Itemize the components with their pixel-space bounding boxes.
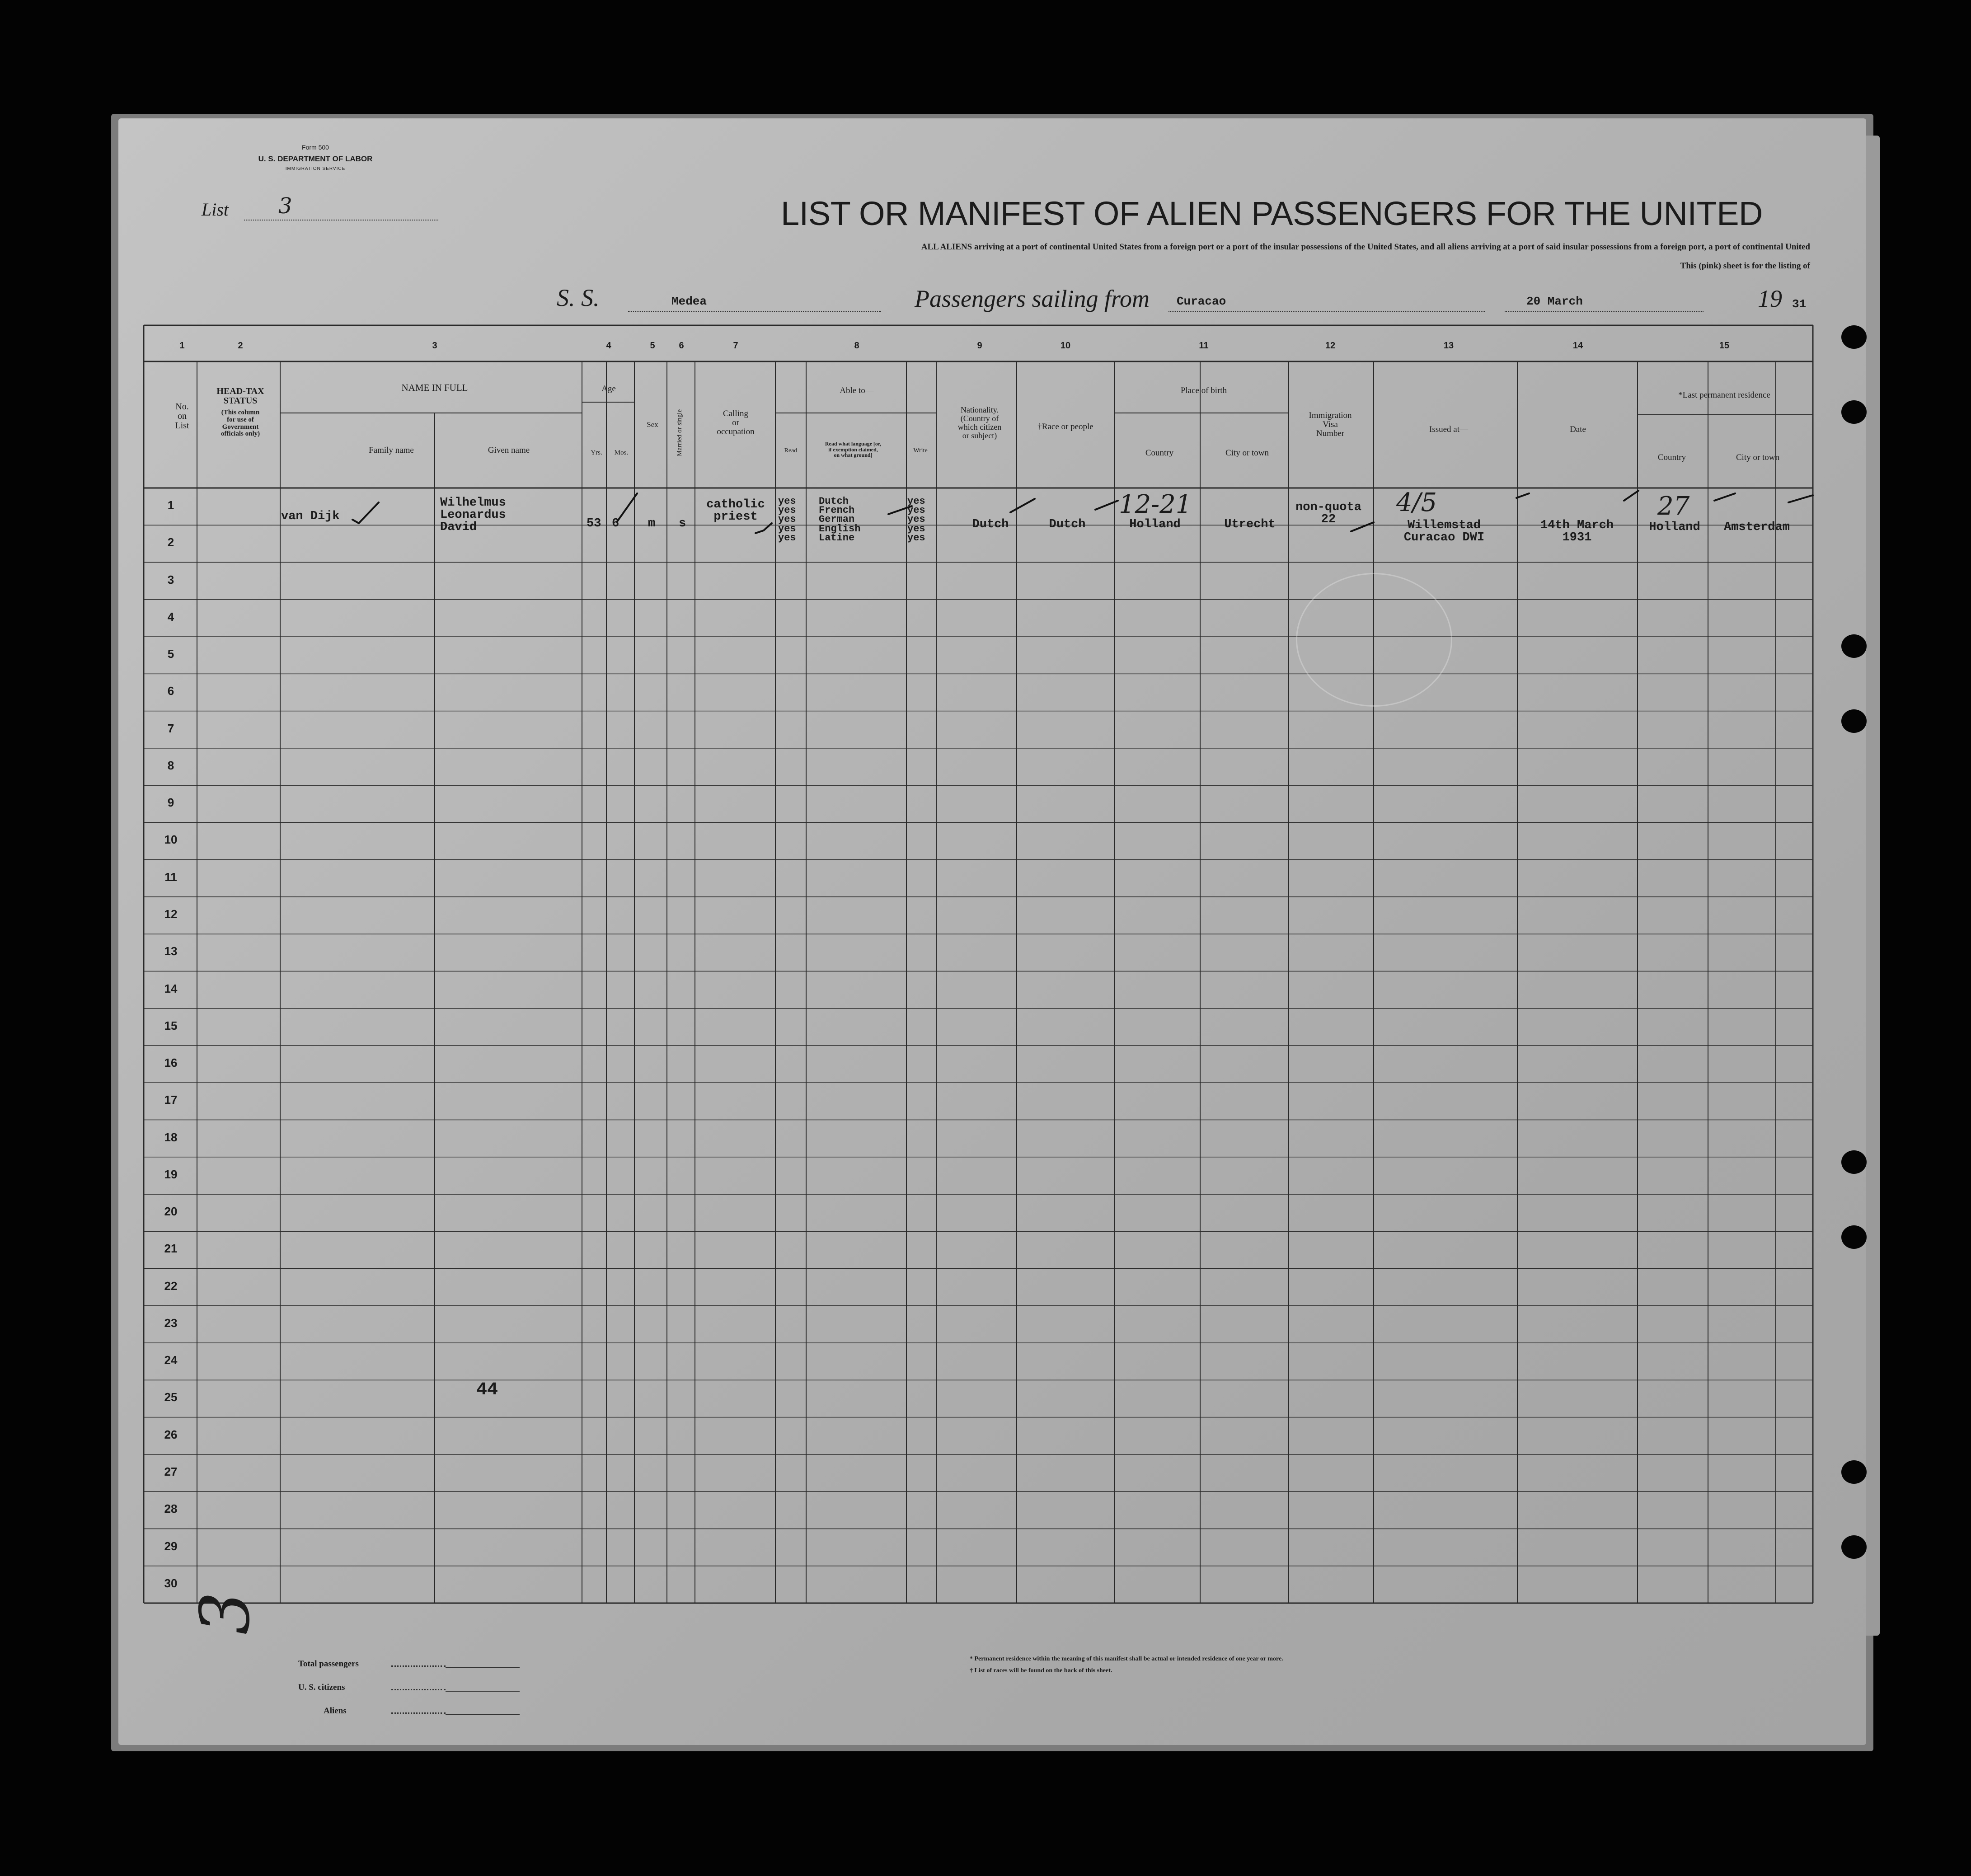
header-residence-country: Country — [1657, 453, 1686, 462]
column-number: 9 — [977, 341, 982, 351]
row-number: 22 — [164, 1279, 178, 1293]
passenger-given-name: Wilhelmus Leonardus David — [440, 496, 506, 534]
passenger-visa-date: 14th March 1931 — [1540, 519, 1614, 544]
header-sex: Sex — [647, 420, 658, 429]
header-head-tax: HEAD-TAX STATUS — [216, 386, 264, 406]
footer-total-passengers: Total passengers — [298, 1659, 359, 1669]
passenger-can-read: yes yes yes yes yes — [778, 496, 796, 544]
row-number: 16 — [164, 1056, 178, 1070]
header-last-residence: *Last permanent residence — [1678, 390, 1770, 400]
header-read-language: Read what language [or, if exemption claimed, on what ground] — [825, 441, 882, 459]
header-birth-country: Country — [1145, 448, 1174, 458]
instructions-line-1: ALL ALIENS arriving at a port of continental United States from a foreign port or a port of the insular possessions of the United States, and all aliens arriving at a port of said insular possessions from a foreign port, a port of continental United — [921, 242, 1810, 252]
row-number: 9 — [167, 796, 174, 810]
column-number: 1 — [179, 341, 185, 351]
row-number: 15 — [164, 1018, 178, 1032]
binder-hole — [1841, 325, 1867, 349]
footer-dots — [391, 1689, 446, 1690]
department-label: U. S. DEPARTMENT OF LABOR — [258, 155, 373, 163]
passenger-can-write: yes yes yes yes yes — [907, 496, 925, 544]
row-number: 29 — [164, 1539, 178, 1553]
column-number: 4 — [606, 341, 611, 351]
corner-annotation: 3 — [186, 1591, 265, 1635]
column-number: 14 — [1572, 341, 1583, 351]
row-number: 7 — [167, 721, 174, 735]
header-race: †Race or people — [1037, 422, 1093, 431]
birth-annotation: 12-21 — [1119, 490, 1192, 519]
row-number: 1 — [167, 498, 174, 512]
row-number: 30 — [164, 1576, 178, 1590]
header-read: Read — [784, 447, 798, 454]
header-family-name: Family name — [369, 446, 414, 455]
header-yrs: Yrs. — [591, 449, 602, 456]
header-given-name: Given name — [488, 446, 530, 455]
row-number: 23 — [164, 1316, 178, 1330]
header-write: Write — [913, 447, 928, 454]
header-residence-city: City or town — [1736, 453, 1780, 462]
residence-annotation: 27 — [1657, 492, 1690, 521]
row-number: 8 — [167, 758, 174, 772]
row-number: 2 — [167, 535, 174, 549]
row-number: 28 — [164, 1502, 178, 1516]
passenger-languages: Dutch French German English Latine — [819, 496, 861, 544]
binder-hole — [1841, 709, 1867, 733]
footer-aliens-line — [446, 1714, 520, 1715]
row-number: 4 — [167, 610, 174, 624]
binder-hole — [1841, 1150, 1867, 1174]
passenger-visa-number: non-quota 22 — [1295, 501, 1361, 526]
row-number: 10 — [164, 833, 178, 847]
row-number: 18 — [164, 1130, 178, 1144]
issued-annotation: 4/5 — [1396, 488, 1437, 517]
binder-hole — [1841, 1460, 1867, 1484]
column-number: 2 — [238, 341, 243, 351]
footer-total-line — [446, 1667, 520, 1668]
passenger-family-name: van Dijk — [281, 510, 340, 523]
row-number: 5 — [167, 647, 174, 661]
column-number: 15 — [1719, 341, 1730, 351]
column-number: 6 — [679, 341, 684, 351]
header-name-in-full: NAME IN FULL — [401, 382, 468, 393]
row-number: 11 — [164, 870, 177, 884]
sailing-label: Passengers sailing from — [915, 285, 1150, 312]
footer-dots — [391, 1665, 446, 1667]
header-head-tax-note: (This column for use of Government officials only) — [221, 409, 260, 438]
row-number: 24 — [164, 1353, 178, 1367]
footer-note-races: † List of races will be found on the back of this sheet. — [970, 1667, 1112, 1674]
departure-port: Curacao — [1177, 295, 1226, 308]
binder-hole — [1841, 1535, 1867, 1559]
passenger-marital-status: s — [679, 517, 686, 530]
header-birth-city: City or town — [1225, 448, 1269, 458]
column-number: 8 — [854, 341, 859, 351]
list-number: 3 — [278, 193, 292, 219]
row-number: 20 — [164, 1205, 178, 1219]
column-number: 5 — [650, 341, 655, 351]
passenger-nationality: Dutch — [972, 518, 1009, 531]
footer-dots — [391, 1712, 446, 1714]
header-age: Age — [601, 384, 616, 394]
row-number: 17 — [164, 1093, 178, 1107]
header-no-on-list: No. on List — [175, 402, 189, 431]
row-number: 25 — [164, 1390, 178, 1404]
binder-hole — [1841, 1225, 1867, 1249]
passenger-visa-issued-at: Willemstad Curacao DWI — [1403, 519, 1485, 544]
page-number: 44 — [476, 1380, 498, 1400]
header-calling: Calling or occupation — [717, 409, 755, 436]
row-number: 12 — [164, 907, 178, 921]
footer-us-citizens: U. S. citizens — [298, 1683, 345, 1692]
binder-hole — [1841, 400, 1867, 424]
passenger-occupation: catholic priest — [706, 498, 765, 524]
ss-label: S. S. — [557, 284, 600, 311]
column-number: 12 — [1325, 341, 1336, 351]
row-number: 19 — [164, 1167, 178, 1181]
footer-citizens-line — [446, 1691, 520, 1692]
column-number: 13 — [1443, 341, 1454, 351]
service-label: IMMIGRATION SERVICE — [285, 166, 346, 171]
header-able-to: Able to— — [840, 386, 874, 395]
header-visa: Immigration Visa Number — [1309, 411, 1352, 438]
ship-name: Medea — [671, 295, 707, 308]
column-number: 10 — [1060, 341, 1071, 351]
row-number: 21 — [164, 1242, 178, 1256]
passenger-residence-country: Holland — [1649, 521, 1700, 534]
form-number: Form 500 — [302, 144, 329, 151]
row-number: 26 — [164, 1427, 178, 1441]
manifest-title: LIST OR MANIFEST OF ALIEN PASSENGERS FOR THE UNITED — [781, 195, 1763, 232]
header-issued-at: Issued at— — [1429, 425, 1469, 434]
row-number: 13 — [164, 944, 178, 958]
binder-hole — [1841, 634, 1867, 658]
column-number: 7 — [733, 341, 738, 351]
list-label: List — [202, 199, 229, 220]
faded-stamp — [1296, 573, 1452, 707]
header-date: Date — [1570, 425, 1586, 434]
passenger-sex: m — [648, 517, 656, 530]
row-number: 6 — [167, 684, 174, 698]
footer-aliens: Aliens — [324, 1706, 347, 1716]
header-nationality: Nationality. (Country of which citizen or subject) — [957, 405, 1002, 440]
passenger-race: Dutch — [1049, 518, 1086, 531]
year-prefix: 19 — [1758, 285, 1782, 312]
row-number: 27 — [164, 1464, 178, 1478]
instructions-line-2: This (pink) sheet is for the listing of — [1680, 261, 1810, 271]
passenger-age-years: 53 — [587, 517, 601, 530]
footer-note-permanent: * Permanent residence within the meaning of this manifest shall be actual or intended residence of one year or more. — [970, 1656, 1283, 1662]
header-married: Married or single — [676, 409, 683, 456]
passenger-birth-city: Utrecht — [1224, 518, 1276, 531]
column-number: 3 — [432, 341, 437, 351]
row-number: 3 — [167, 572, 174, 586]
header-mos: Mos. — [614, 449, 629, 456]
header-place-of-birth: Place of birth — [1180, 386, 1227, 395]
column-number: 11 — [1199, 341, 1209, 351]
passenger-birth-country: Holland — [1129, 518, 1181, 531]
departure-date: 20 March — [1526, 295, 1583, 308]
row-number: 14 — [164, 981, 178, 995]
passenger-age-months: 6 — [612, 517, 619, 530]
year-suffix: 31 — [1792, 297, 1807, 311]
passenger-residence-city: Amsterdam — [1724, 521, 1790, 534]
